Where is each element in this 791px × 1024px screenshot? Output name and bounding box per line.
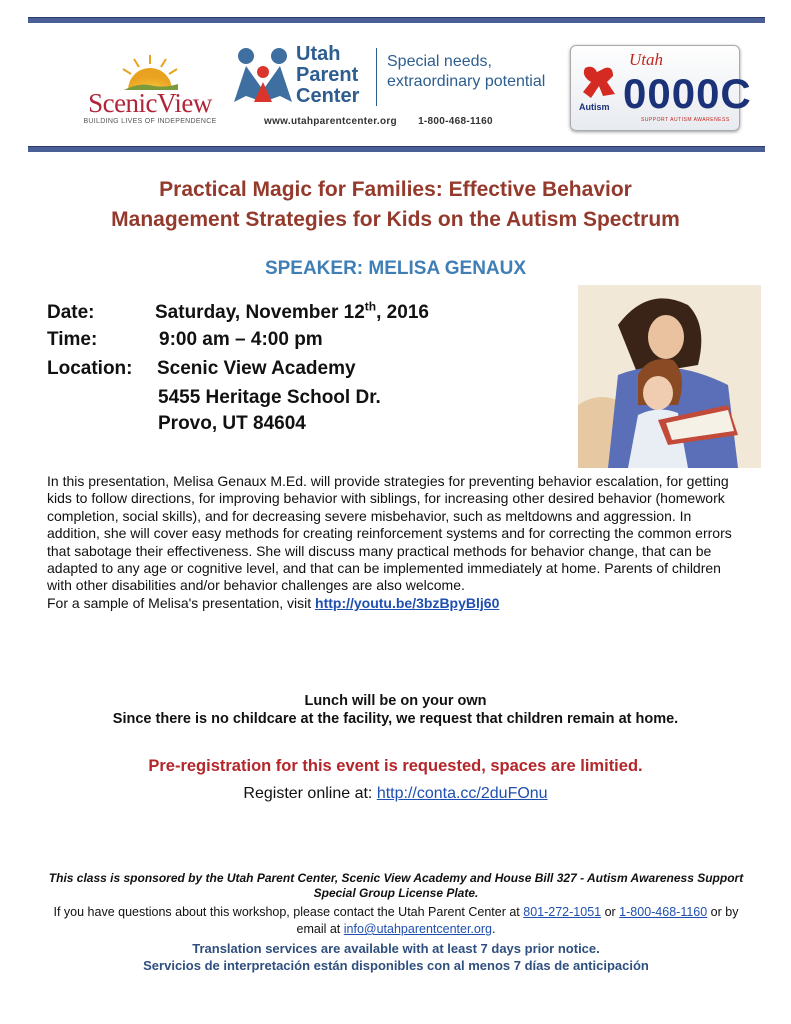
time-value: 9:00 am – 4:00 pm — [159, 329, 323, 350]
childcare-note: Since there is no childcare at the facility, we request that children remain at home. — [112, 711, 679, 727]
upc-contact: www.utahparentcenter.org 1-800-468-1160 — [264, 116, 493, 127]
time-label: Time: — [47, 329, 98, 350]
mother-child-reading-photo — [578, 285, 761, 468]
preregistration-notice: Pre-registration for this event is requested, spaces are limitied. — [148, 757, 643, 775]
scenic-view-name: ScenicView — [88, 88, 212, 118]
plate-support: SUPPORT AUTISM AWARENESS — [641, 117, 730, 123]
photo-illustration — [578, 285, 761, 468]
time-row — [47, 329, 323, 351]
questions-note: If you have questions about this workshop, please contact the Utah Parent Center at 801-272-1051 or 1-800-468-1160 or by email at info@utahparentcenter.org. — [53, 905, 739, 936]
phone-link-1[interactable]: 801-272-1051 — [523, 905, 602, 919]
youtube-link[interactable]: http://youtu.be/3bzBpyBlj60 — [315, 594, 500, 611]
translation-note-english: Translation services are available with at least 7 days prior notice. — [192, 941, 600, 956]
register-link[interactable]: http://conta.cc/2duFOnu — [376, 785, 548, 802]
translation-note-spanish: Servicios de interpretación están disponibles con al menos 7 días de anticipación — [143, 958, 649, 973]
puzzle-figure-icon — [579, 64, 619, 100]
date-value: Saturday, November 12th, 2016 — [155, 300, 429, 324]
location-value: Scenic View Academy — [157, 358, 356, 379]
lunch-note: Lunch will be on your own — [304, 693, 487, 709]
upc-tagline: Special needs, extraordinary potential — [387, 53, 546, 90]
speaker-heading: SPEAKER: MELISA GENAUX — [264, 258, 527, 279]
plate-number: 0000C — [623, 70, 752, 117]
sample-line: For a sample of Melisa's presentation, visit http://youtu.be/3bzBpyBlj60 — [47, 594, 500, 611]
register-line: Register online at: http://conta.cc/2duFOnu — [243, 785, 548, 802]
scenic-view-tagline: BUILDING LIVES OF INDEPENDENCE — [83, 118, 217, 125]
sponsor-note: This class is sponsored by the Utah Parent Center, Scenic View Academy and House Bill 327 - Autism Awareness Support Special Group License Plate. — [48, 871, 744, 900]
phone-link-2[interactable]: 1-800-468-1160 — [619, 905, 708, 919]
sun-icon — [120, 54, 180, 90]
address-line-2: Provo, UT 84604 — [158, 413, 306, 434]
upc-divider — [376, 48, 377, 106]
scenic-view-logo — [74, 54, 226, 128]
date-row — [47, 300, 429, 324]
autism-license-plate — [570, 45, 752, 131]
address-line-1: 5455 Heritage School Dr. — [158, 387, 381, 408]
event-title: Practical Magic for Families: Effective Behavior Management Strategies for Kids on the Autism Spectrum — [111, 178, 680, 231]
location-label: Location: — [47, 358, 133, 379]
upc-name: Utah Parent Center — [296, 43, 360, 107]
email-link[interactable]: info@utahparentcenter.org — [343, 922, 492, 936]
top-rule — [28, 17, 765, 23]
utah-parent-center-logo — [232, 40, 562, 130]
description-block — [47, 473, 747, 612]
header-bottom-rule — [28, 146, 765, 152]
date-label: Date: — [47, 302, 95, 324]
plate-state: Utah — [629, 50, 663, 69]
family-icon — [232, 46, 294, 104]
plate-label: Autism — [579, 102, 610, 112]
location-row — [47, 358, 356, 380]
description-paragraph: In this presentation, Melisa Genaux M.Ed. will provide strategies for preventing behavior escalation, for getting kids to follow directions, for improving behavior with siblings, for increasing other desired behavior (homework completion, social skills), and for decreasing severe misbehavior, such as meltdowns and aggression. In addition, she will cover easy methods for creating reinforcement systems and for correcting the common errors that sabotage their effectiveness. She will discuss many practical methods for behavior change, that can be adapted to any age or cognitive level, and that can be implemented immediately at home. Parents of children with other disabilities and/or behavior challenges are also welcome. — [47, 473, 732, 594]
